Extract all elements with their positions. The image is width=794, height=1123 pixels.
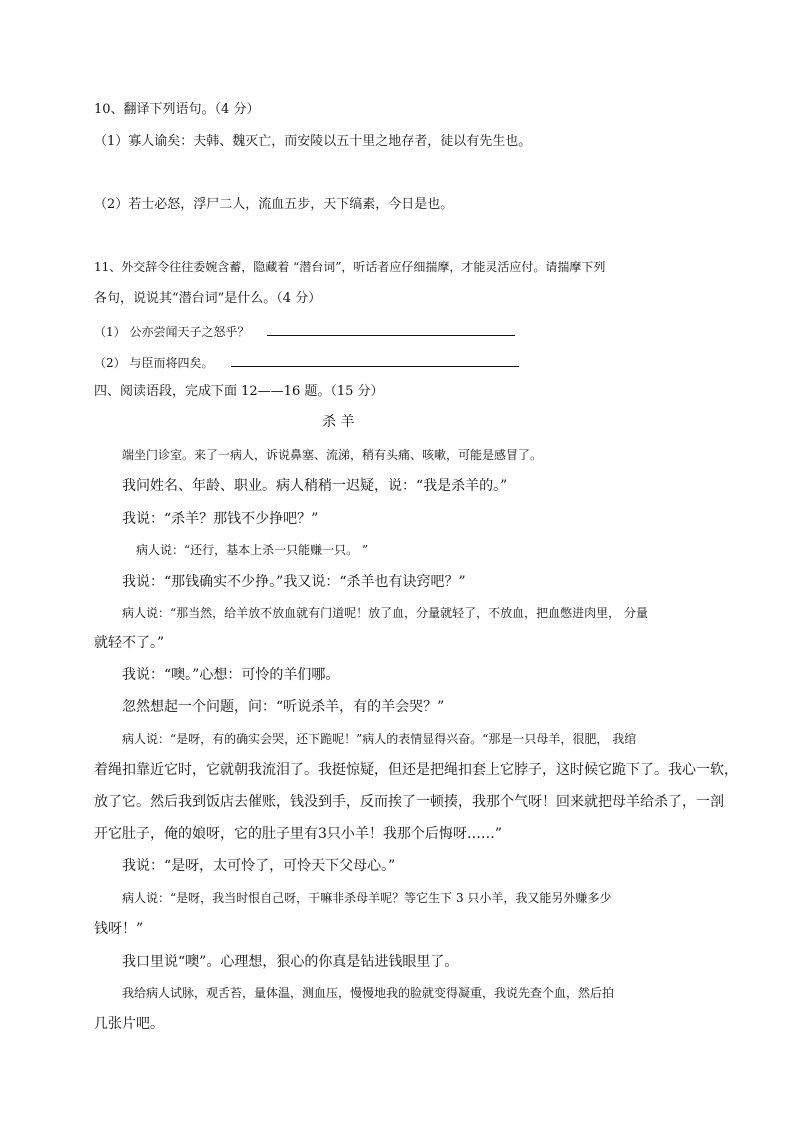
answer-line-2[interactable] — [231, 354, 519, 367]
paragraph-2: 我问姓名、年龄、职业。病人稍稍一迟疑，说：“我是杀羊的。” — [122, 478, 508, 494]
passage-title: 杀 羊 — [322, 414, 355, 430]
answer-line-1[interactable] — [267, 323, 515, 336]
q10-heading: 10、翻译下列语句。（4 分） — [94, 102, 260, 117]
q11-item-1 — [94, 323, 515, 338]
paragraph-10: 我说：“是呀，太可怜了，可怜天下父母心。” — [122, 858, 396, 874]
paragraph-12: 我口里说“噢”。心理想，狠心的你真是钻进钱眼里了。 — [122, 954, 459, 970]
paragraph-11-line-1: 病人说：“是呀，我当时恨自己呀，干嘛非杀母羊呢？等它生下 3 只小羊，我又能另外赚多少 — [122, 891, 612, 905]
paragraph-9-line-1: 病人说：“是呀，有的确实会哭，还下跪呢！”病人的表情显得兴奋。“那是一只母羊，很肥， 我绾 — [122, 732, 637, 746]
paragraph-9-line-2: 着绳扣靠近它时，它就朝我流泪了。我挺惊疑，但还是把绳扣套上它脖子，这时候它跪下了。我心一软， — [94, 762, 738, 778]
q11-item-1-text: （1） 公亦尝闻天子之怒乎？ — [94, 325, 250, 339]
paragraph-9-line-3: 放了它。然后我到饭店去催账，钱没到手，反而挨了一顿揍，我那个气呀！回来就把母羊给杀了，一剖 — [94, 794, 724, 810]
paragraph-3: 我说：“杀羊？那钱不少挣吧？” — [122, 511, 319, 527]
paragraph-4: 病人说：“还行，基本上杀一只能赚一只。 ” — [136, 543, 369, 557]
paragraph-13-line-1: 我给病人试脉，观舌苔，量体温，测血压，慢慢地我的脸就变得凝重，我说先查个血，然后拍 — [122, 986, 615, 1000]
paragraph-8: 忽然想起一个问题，问：“听说杀羊，有的羊会哭？” — [122, 699, 445, 715]
section-4-heading: 四、阅读语段，完成下面 12——16 题。（15 分） — [94, 384, 384, 399]
paragraph-9-line-4: 开它肚子，俺的娘呀，它的肚子里有3只小羊！我那个后悔呀……” — [94, 826, 503, 842]
paragraph-6-line-1: 病人说：“那当然，给羊放不放血就有门道呢！放了血，分量就轻了，不放血，把血憋进肉里， 分量 — [122, 606, 648, 620]
paragraph-13-line-2: 几张片吧。 — [94, 1016, 164, 1032]
q11-item-2 — [94, 354, 519, 369]
q10-item-2: （2）若士必怒，浮尸二人，流血五步，天下缟素，今日是也。 — [94, 197, 454, 212]
paragraph-1: 端坐门诊室。来了一病人，诉说鼻塞、流涕，稍有头痛、咳嗽，可能是感冒了。 — [122, 448, 543, 462]
paragraph-6-line-2: 就轻不了。” — [94, 635, 165, 651]
q10-item-1: （1）寡人谕矣：夫韩、魏灭亡，而安陵以五十里之地存者，徒以有先生也。 — [94, 134, 532, 149]
paragraph-11-line-2: 钱呀！” — [94, 921, 144, 937]
q11-line-2: 各句，说说其“潜台词”是什么。（4 分） — [94, 291, 322, 306]
paragraph-5: 我说：“那钱确实不少挣。”我又说：“杀羊也有诀窍吧？” — [122, 574, 466, 590]
q11-item-2-text: （2） 与臣而将四矣。 — [94, 356, 214, 370]
q11-line-1: 11、外交辞令往往委婉含蓄，隐藏着 “潜台词”，听话者应仔细揣摩，才能灵活应付。请揣摩下列 — [94, 260, 606, 274]
paragraph-7: 我说：“噢。”心想：可怜的羊们哪。 — [122, 667, 340, 683]
